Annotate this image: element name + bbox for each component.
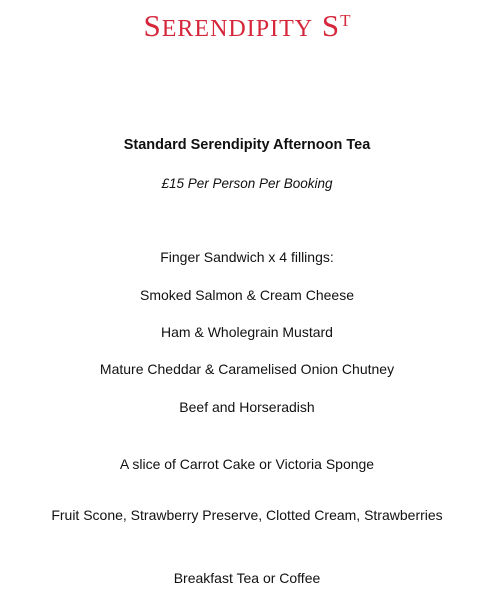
logo-second-initial: S	[321, 8, 341, 43]
filling-item: Smoked Salmon & Cream Cheese	[140, 287, 354, 303]
brand-logo	[0, 8, 494, 49]
sandwich-heading: Finger Sandwich x 4 fillings:	[160, 249, 334, 265]
logo-rest: ERENDIPITY	[161, 16, 314, 42]
filling-item: Ham & Wholegrain Mustard	[161, 324, 333, 340]
filling-item: Beef and Horseradish	[179, 399, 315, 415]
menu-title: Standard Serendipity Afternoon Tea	[123, 137, 371, 153]
logo-superscript: T	[340, 11, 351, 30]
cake-item: A slice of Carrot Cake or Victoria Sponge	[119, 456, 375, 472]
scone-item: Fruit Scone, Strawberry Preserve, Clotted Cream, Strawberries	[51, 507, 443, 523]
menu-price: £15 Per Person Per Booking	[161, 176, 333, 191]
drink-item: Breakfast Tea or Coffee	[173, 570, 321, 586]
logo-initial: S	[143, 8, 162, 43]
filling-item: Mature Cheddar & Caramelised Onion Chutney	[99, 361, 395, 377]
